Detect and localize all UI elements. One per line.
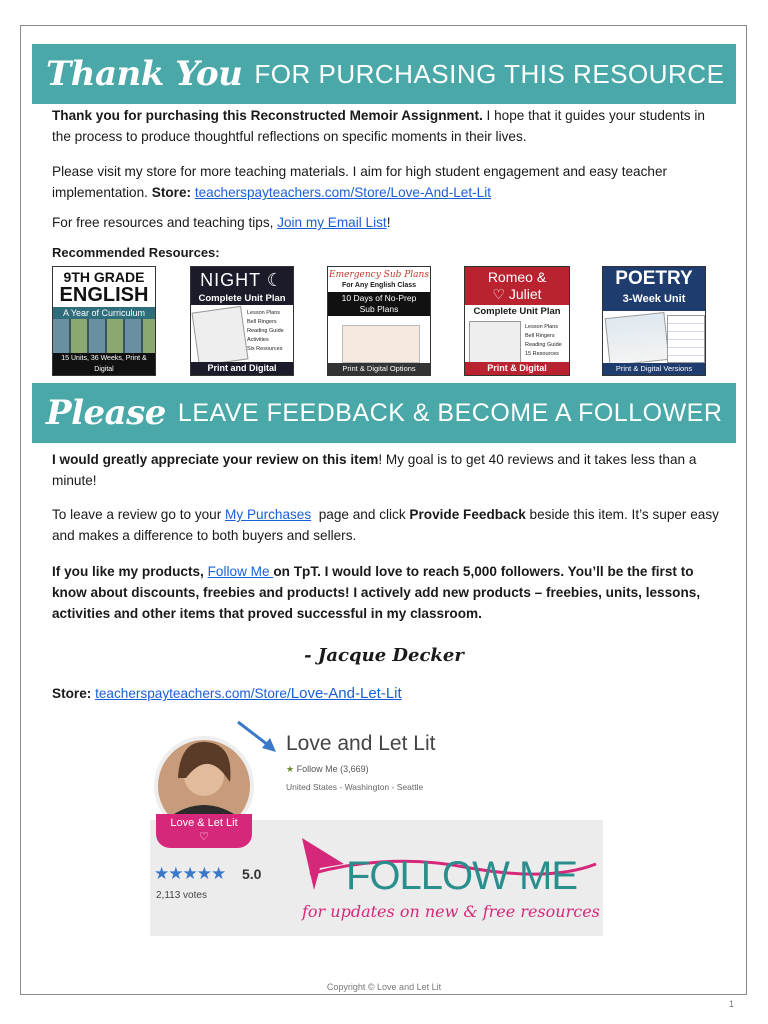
promo-rating: 5.0 (242, 866, 262, 882)
thumb4-footer: Print & Digital (465, 362, 569, 375)
thumb-emergency-sub-plans[interactable] (327, 266, 431, 376)
thank-you-banner (32, 44, 736, 104)
my-purchases-link[interactable]: My Purchases (225, 507, 312, 522)
promo-follow-row[interactable] (286, 764, 369, 775)
thumb1-line2: ENGLISH (59, 284, 149, 306)
thumb3-line1: Emergency Sub Plans (329, 270, 429, 280)
follow-pre: If you like my products, (52, 564, 208, 579)
please-banner (32, 383, 736, 443)
promo-follow-big[interactable]: FOLLOW ME (346, 854, 578, 898)
rating-stars-icon: ★★★★★ (154, 864, 226, 883)
thumb3-line2: For Any English Class (341, 282, 417, 289)
moon-icon: ☾ (266, 270, 284, 290)
thumb4-line2: Juliet (508, 286, 542, 302)
copyright: Copyright © Love and Let Lit (326, 982, 442, 992)
provide-feedback-bold: Provide Feedback (409, 507, 526, 522)
thumb3-footer: Print & Digital Options (328, 363, 430, 375)
promo-follow-text: Follow Me (296, 764, 338, 774)
thumb-night-unit[interactable] (190, 266, 294, 376)
promo-badge-text: Love & Let Lit (170, 817, 238, 829)
thumb2-line1: NIGHT (200, 270, 261, 290)
thumb4-item-1: Bell Ringers (525, 333, 555, 339)
thumb5-line2: 3-Week Unit (622, 293, 686, 305)
promo-follow-count: (3,669) (340, 764, 369, 774)
store-line-link-a[interactable]: teacherspayteachers.com/Store/ (95, 686, 291, 701)
thumb5-worksheet-image (605, 312, 670, 366)
banner2-script-title: Please (46, 393, 166, 433)
follow-post: on TpT. I would love to reach 5,000 followers. You’ll be the first to know about discounts, freebies and products! I actively add new products – freebies, units, lessons, activities and other items that proved successful in my classroom. (52, 564, 701, 621)
review-bold: I would greatly appreciate your review on this item (52, 452, 379, 467)
email-list-link[interactable]: Join my Email List (277, 215, 387, 230)
thumb3-line4: Sub Plans (359, 304, 399, 314)
thumb5-line1: POETRY (615, 268, 693, 289)
store-promo-graphic (150, 718, 603, 936)
thumb1-line1: 9TH GRADE (63, 269, 145, 285)
thumb2-item-1: Bell Ringers (247, 319, 277, 325)
thumb5-footer: Print & Digital Versions (603, 363, 705, 375)
recommended-label: Recommended Resources: (52, 245, 220, 260)
review-rest: ! My goal is to get 40 reviews and it takes less than a minute! (52, 452, 697, 488)
store-link[interactable]: teacherspayteachers.com/Store/Love-And-Let-Lit (194, 185, 492, 200)
store-line-link-b[interactable]: Love-And-Let-Lit (290, 685, 402, 702)
promo-tagline: for updates on new & free resources (302, 902, 600, 921)
feedback-paragraph (52, 504, 722, 546)
feedback-pre: To leave a review go to your (52, 507, 226, 522)
recommended-resources (52, 266, 712, 376)
email-text: For free resources and teaching tips, (52, 215, 278, 230)
promo-badge (156, 814, 252, 848)
follow-me-link[interactable]: Follow Me (207, 564, 274, 579)
store-paragraph (52, 161, 722, 203)
thumb3-worksheet-image (342, 325, 420, 363)
page-number: 1 (728, 999, 734, 1009)
thumb2-item-0: Lesson Plans (247, 310, 281, 316)
thumb2-item-2: Reading Guide (247, 328, 284, 334)
star-icon: ★ (286, 764, 295, 774)
promo-store-name: Love and Let Lit (286, 732, 436, 755)
review-paragraph (52, 449, 722, 491)
thumb2-footer: Print and Digital (191, 362, 293, 375)
thumb4-item-2: Reading Guide (525, 342, 562, 348)
thumb1-line3: A Year of Curriculum (53, 307, 155, 319)
thumb4-item-0: Lesson Plans (525, 324, 559, 330)
email-end: ! (386, 215, 391, 230)
store-line-label: Store: (52, 686, 92, 701)
thumb-romeo-juliet[interactable] (464, 266, 570, 376)
thanks-paragraph (52, 105, 722, 147)
promo-location: United States - Washington - Seattle (286, 782, 424, 792)
thumb4-line3: Complete Unit Plan (473, 306, 561, 317)
signature: - Jacque Decker (304, 645, 464, 666)
thumb1-footer: 15 Units, 36 Weeks, Print & Digital (53, 353, 155, 375)
thumb4-worksheet-image (469, 321, 521, 365)
thumb2-line2: Complete Unit Plan (191, 293, 293, 305)
store-label: Store: (151, 185, 192, 200)
thumb-poetry-unit[interactable] (602, 266, 706, 376)
thumb5-list-image (667, 315, 705, 363)
thanks-rest: I hope that it guides your students in the process to produce thoughtful reflections on specific moments in their lives. (52, 108, 705, 144)
thanks-bold: Thank you for purchasing this Reconstructed Memoir Assignment. (52, 108, 483, 123)
thumb-9th-grade-english[interactable] (52, 266, 156, 376)
feedback-mid: page and click (311, 507, 410, 522)
feedback-post: beside this item. It’s super easy and makes a difference to both buyers and sellers. (52, 507, 719, 543)
thumb4-item-3: 15 Resources (525, 351, 559, 357)
thumb2-item-4: Six Resources (247, 346, 283, 352)
heart-icon: ♡ (492, 286, 509, 302)
banner2-caps-title: LEAVE FEEDBACK & BECOME A FOLLOWER (177, 398, 723, 427)
follow-paragraph (52, 561, 722, 624)
banner-caps-title: FOR PURCHASING THIS RESOURCE (254, 58, 725, 89)
heart-outline-icon: ♡ (199, 831, 209, 843)
thumb3-line3: 10 Days of No-Prep (341, 293, 417, 303)
store-line (52, 683, 722, 704)
email-paragraph (52, 212, 722, 233)
store-text: Please visit my store for more teaching materials. I aim for high student engagement and easy teacher implementation. (52, 164, 668, 200)
banner-script-title: Thank You (46, 54, 243, 94)
thumb2-item-3: Activities (247, 337, 269, 343)
thumb2-worksheet-image (191, 306, 248, 366)
promo-votes: 2,113 votes (156, 890, 207, 901)
thumb4-line1: Romeo & (487, 269, 547, 285)
